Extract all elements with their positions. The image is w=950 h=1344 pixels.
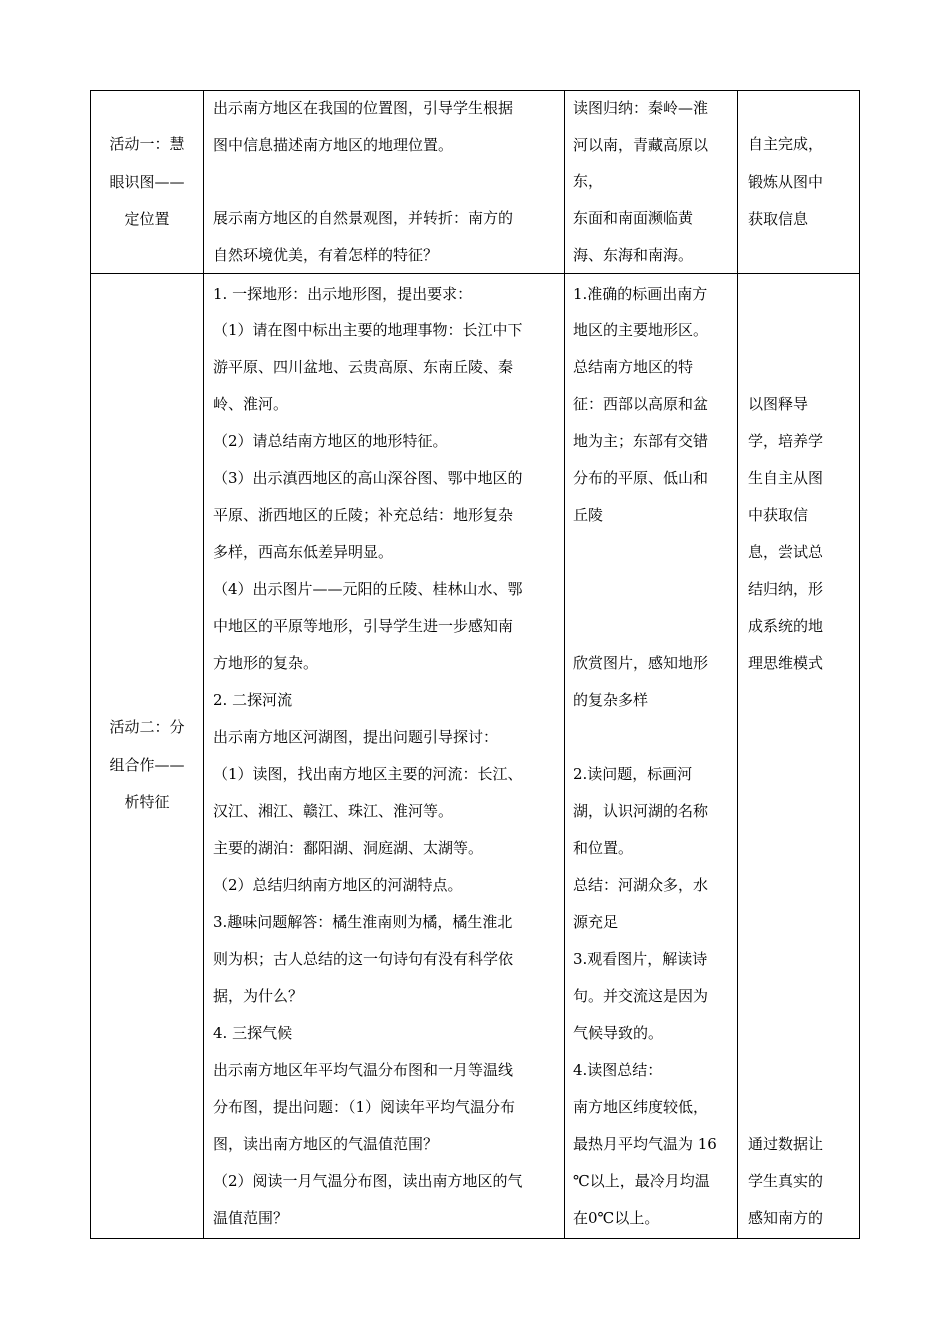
text-line: 最热月平均气温为 16 bbox=[573, 1135, 717, 1153]
text-line: 分布的平原、低山和 bbox=[573, 469, 709, 487]
text-line: 成系统的地 bbox=[748, 617, 824, 635]
text-line: 学生真实的 bbox=[748, 1172, 824, 1190]
text-line: 南方地区纬度较低， bbox=[573, 1098, 709, 1116]
design-intent-text bbox=[738, 274, 859, 1238]
teacher-activity-text bbox=[204, 91, 564, 273]
design-intent-cell bbox=[738, 274, 860, 1239]
text-line: 自主完成， bbox=[748, 135, 824, 153]
text-line: 定位置 bbox=[124, 210, 170, 228]
text-line: 理思维模式 bbox=[748, 654, 824, 672]
text-line: 源充足 bbox=[573, 913, 619, 931]
text-line: 感知南方的 bbox=[748, 1209, 824, 1227]
teacher-activity-cell bbox=[204, 91, 565, 274]
activity-text bbox=[91, 91, 203, 273]
text-line: （3）出示滇西地区的高山深谷图、鄂中地区的 bbox=[213, 469, 523, 487]
table-row bbox=[91, 274, 860, 1239]
text-line: 地为主；东部有交错 bbox=[573, 432, 709, 450]
text-line: 1.准确的标画出南方 bbox=[573, 285, 708, 303]
text-line: 活动二：分 bbox=[109, 718, 185, 736]
text-line: 主要的湖泊：鄱阳湖、洞庭湖、太湖等。 bbox=[213, 839, 484, 857]
text-line: 2.读问题，标画河 bbox=[573, 765, 693, 783]
student-activity-cell bbox=[565, 274, 738, 1239]
text-line: 析特征 bbox=[124, 793, 170, 811]
text-line: 中获取信 bbox=[748, 506, 809, 524]
text-line: 出示南方地区在我国的位置图，引导学生根据 bbox=[213, 99, 514, 117]
text-line: 温值范围？ bbox=[213, 1209, 289, 1227]
text-line: 岭、淮河。 bbox=[213, 395, 289, 413]
text-line: （2）请总结南方地区的地形特征。 bbox=[213, 432, 448, 450]
text-line: 气候导致的。 bbox=[573, 1024, 664, 1042]
student-activity-cell bbox=[565, 91, 738, 274]
text-line: 生自主从图 bbox=[748, 469, 824, 487]
text-line: 自然环境优美，有着怎样的特征？ bbox=[213, 246, 439, 264]
text-line: 2. 二探河流 bbox=[213, 691, 293, 709]
text-line: 欣赏图片，感知地形 bbox=[573, 654, 709, 672]
text-line: 总结南方地区的特 bbox=[573, 358, 694, 376]
text-line: 总结：河湖众多，水 bbox=[573, 876, 709, 894]
table-row bbox=[91, 91, 860, 274]
text-line: 结归纳，形 bbox=[748, 580, 824, 598]
text-line: 展示南方地区的自然景观图，并转折：南方的 bbox=[213, 209, 514, 227]
text-line: 3.趣味问题解答：橘生淮南则为橘，橘生淮北 bbox=[213, 913, 513, 931]
text-line: 中地区的平原等地形，引导学生进一步感知南 bbox=[213, 617, 514, 635]
text-line: 征：西部以高原和盆 bbox=[573, 395, 709, 413]
text-line: 分布图，提出问题：（1）阅读年平均气温分布 bbox=[213, 1098, 516, 1116]
text-line: （4）出示图片——元阳的丘陵、桂林山水、鄂 bbox=[213, 580, 523, 598]
text-line: 湖，认识河湖的名称 bbox=[573, 802, 709, 820]
text-line: 平原、浙西地区的丘陵；补充总结：地形复杂 bbox=[213, 506, 514, 524]
text-line: 海、东海和南海。 bbox=[573, 246, 694, 264]
text-line: 读图归纳：秦岭—淮 bbox=[573, 99, 709, 117]
text-line: （1）读图，找出南方地区主要的河流：长江、 bbox=[213, 765, 523, 783]
text-line: 息，尝试总 bbox=[748, 543, 824, 561]
text-line: 出示南方地区年平均气温分布图和一月等温线 bbox=[213, 1061, 514, 1079]
student-activity-text bbox=[565, 91, 737, 273]
text-line: 组合作—— bbox=[109, 756, 185, 774]
text-line: 的复杂多样 bbox=[573, 691, 649, 709]
text-line: 眼识图—— bbox=[109, 173, 185, 191]
text-line: 出示南方地区河湖图，提出问题引导探讨： bbox=[213, 728, 499, 746]
activity-text bbox=[91, 274, 203, 1238]
text-line: ℃以上，最冷月均温 bbox=[573, 1172, 710, 1190]
text-line: 据，为什么？ bbox=[213, 987, 304, 1005]
text-line: 图，读出南方地区的气温值范围？ bbox=[213, 1135, 439, 1153]
text-line: 锻炼从图中 bbox=[748, 173, 824, 191]
design-intent-cell bbox=[738, 91, 860, 274]
text-line: 和位置。 bbox=[573, 839, 634, 857]
text-line: 通过数据让 bbox=[748, 1135, 824, 1153]
text-line: 1. 一探地形：出示地形图，提出要求： bbox=[213, 285, 473, 303]
text-line: 句。并交流这是因为 bbox=[573, 987, 709, 1005]
text-line: 活动一：慧 bbox=[109, 135, 185, 153]
text-line: 东， bbox=[573, 172, 604, 190]
text-line: 丘陵 bbox=[573, 506, 604, 524]
design-intent-text bbox=[738, 91, 859, 273]
activity-cell bbox=[91, 274, 204, 1239]
teacher-activity-text bbox=[204, 274, 564, 1238]
text-line: 以图释导 bbox=[748, 395, 809, 413]
lesson-plan-table bbox=[90, 90, 860, 1239]
text-line: 4. 三探气候 bbox=[213, 1024, 293, 1042]
text-line: 学，培养学 bbox=[748, 432, 824, 450]
text-line: （1）请在图中标出主要的地理事物：长江中下 bbox=[213, 321, 523, 339]
text-line: 东面和南面濒临黄 bbox=[573, 209, 694, 227]
text-line: 在0℃以上。 bbox=[573, 1209, 660, 1227]
text-line: （2）阅读一月气温分布图，读出南方地区的气 bbox=[213, 1172, 523, 1190]
text-line: 获取信息 bbox=[748, 210, 809, 228]
text-line: 地区的主要地形区。 bbox=[573, 321, 709, 339]
text-line: 4.读图总结： bbox=[573, 1061, 663, 1079]
text-line: 河以南，青藏高原以 bbox=[573, 136, 709, 154]
text-line: 游平原、四川盆地、云贵高原、东南丘陵、秦 bbox=[213, 358, 514, 376]
text-line: 则为枳；古人总结的这一句诗句有没有科学依 bbox=[213, 950, 514, 968]
teacher-activity-cell bbox=[204, 274, 565, 1239]
text-line: 图中信息描述南方地区的地理位置。 bbox=[213, 136, 454, 154]
activity-cell bbox=[91, 91, 204, 274]
text-line: （2）总结归纳南方地区的河湖特点。 bbox=[213, 876, 463, 894]
text-line: 方地形的复杂。 bbox=[213, 654, 319, 672]
text-line: 汉江、湘江、赣江、珠江、淮河等。 bbox=[213, 802, 454, 820]
text-line: 3.观看图片，解读诗 bbox=[573, 950, 708, 968]
text-line: 多样，西高东低差异明显。 bbox=[213, 543, 394, 561]
student-activity-text bbox=[565, 274, 737, 1238]
